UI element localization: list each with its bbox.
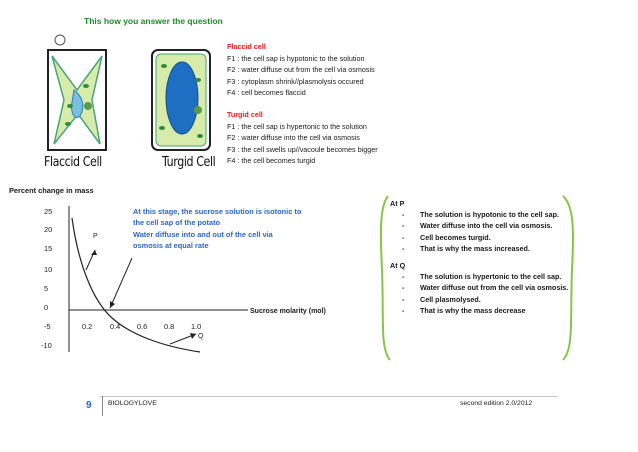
isotonic-annotation — [133, 206, 333, 252]
at-q-point: - That is why the mass decrease — [390, 305, 570, 316]
graph-title: Percent change in mass — [9, 186, 94, 195]
turgid-caption: Turgid Cell — [162, 154, 216, 170]
footer-left: BIOLOGYLOVE — [108, 400, 157, 407]
arrow-isotonic — [110, 258, 132, 308]
at-p-title: At P — [390, 199, 405, 208]
y-tick: 0 — [44, 303, 49, 312]
at-q-title: At Q — [390, 261, 406, 271]
at-p-point: - The solution is hypotonic to the cell sap. — [390, 209, 570, 220]
turgid-point: F3 : the cell swells up//vacoule becomes bigger — [227, 144, 378, 154]
at-q-point: - Water diffuse out from the cell via osmosis. — [390, 282, 570, 293]
y-tick: 10 — [44, 265, 53, 274]
x-tick: 0.8 — [164, 322, 175, 331]
at-q-point: - Cell plasmolysed. — [390, 294, 570, 305]
page-heading: This how you answer the question — [84, 16, 223, 26]
at-p-point: - That is why the mass increased. — [390, 243, 570, 254]
explanation-panel — [390, 198, 570, 316]
bracket-left — [381, 196, 390, 360]
flaccid-point: F2 : water diffuse out from the cell via osmosis — [227, 65, 375, 75]
x-tick: 0.6 — [137, 322, 148, 331]
at-q-list — [390, 271, 570, 316]
label-p: P — [93, 233, 98, 240]
x-axis-label: Sucrose molarity (mol) — [250, 308, 326, 315]
y-tick: -5 — [44, 322, 51, 331]
flaccid-point: F4 : cell becomes flaccid — [227, 88, 306, 98]
page-number: 9 — [86, 400, 92, 411]
turgid-point: F4 : the cell becomes turgid — [227, 156, 316, 166]
turgid-title: Turgid cell — [227, 109, 263, 119]
y-tick: 25 — [44, 207, 53, 216]
at-p-point: - Water diffuse into the cell via osmosis. — [390, 220, 570, 231]
y-tick: 20 — [44, 225, 53, 234]
flaccid-title: Flaccid cell — [227, 42, 266, 51]
flaccid-point: F1 : the cell sap is hypotonic to the solution — [227, 53, 365, 63]
y-tick: -10 — [41, 341, 52, 350]
y-tick: 5 — [44, 284, 49, 293]
flaccid-caption: Flaccid Cell — [44, 154, 102, 170]
y-tick: 15 — [44, 244, 53, 253]
flaccid-point: F3 : cytoplasm shrink//plasmolysis occured — [227, 76, 364, 86]
at-p-list — [390, 209, 570, 254]
turgid-point: F1 : the cell sap is hypertonic to the solution — [227, 121, 367, 131]
x-tick: 0.4 — [110, 322, 121, 331]
x-tick: 1.0 — [191, 322, 202, 331]
footer-right: second edition 2.0/2012 — [460, 400, 533, 407]
annotation-line: Water diffuse into and out of the cell via — [133, 229, 273, 239]
footer-divider — [102, 396, 103, 416]
annotation-line: At this stage, the sucrose solution is isotonic to — [133, 207, 302, 216]
label-q: Q — [198, 333, 204, 340]
at-q-point: - The solution is hypertonic to the cell sap. — [390, 271, 570, 282]
turgid-point: F2 : water diffuse into the cell via osmosis — [227, 133, 360, 143]
footer-rule — [100, 396, 558, 397]
at-p-point: - Cell becomes turgid. — [390, 232, 570, 243]
annotation-line: the cell sap of the potato — [133, 218, 221, 228]
x-tick: 0.2 — [82, 322, 93, 331]
annotation-line: osmosis at equal rate — [133, 241, 209, 251]
